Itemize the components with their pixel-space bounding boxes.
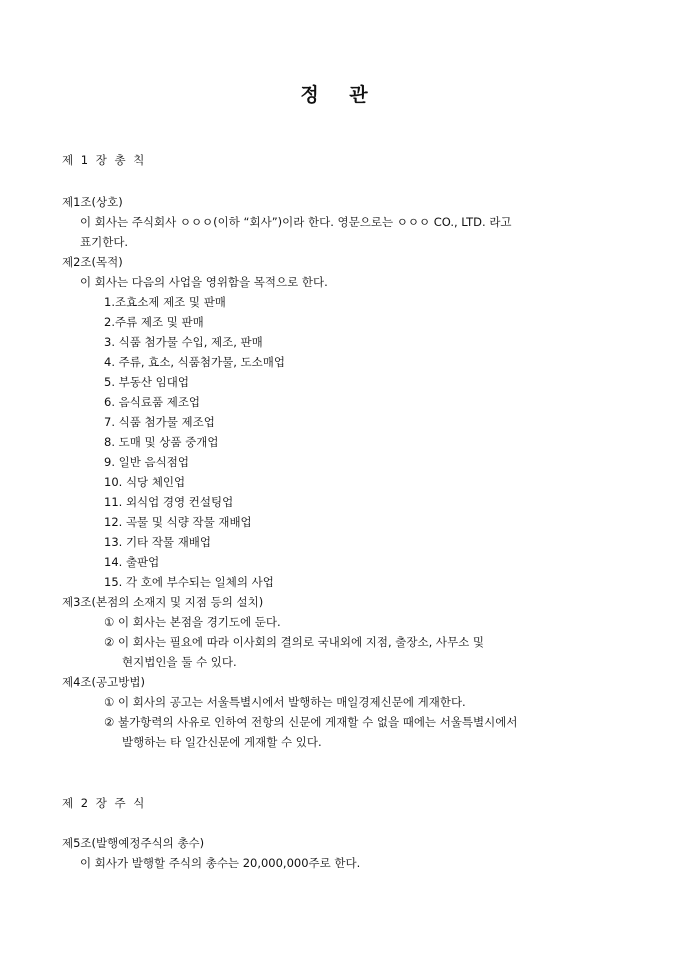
article-3-item-2-continued: 현지법인을 둘 수 있다. (122, 655, 237, 669)
purpose-item: 12. 곡물 및 식량 작물 재배업 (104, 515, 252, 529)
article-3-heading: 제3조(본점의 소재지 및 지점 등의 설치) (62, 595, 264, 609)
purpose-item: 7. 식품 첨가물 제조업 (104, 415, 215, 429)
purpose-item: 14. 출판업 (104, 555, 160, 569)
purpose-item: 11. 외식업 경영 컨설팅업 (104, 495, 234, 509)
purpose-item: 15. 각 호에 부수되는 일체의 사업 (104, 575, 274, 589)
article-1-heading: 제1조(상호) (62, 195, 123, 209)
chapter-2-heading: 제 2 장 주 식 (62, 796, 145, 810)
article-1-text-continued: 표기한다. (80, 235, 129, 249)
purpose-item: 13. 기타 작물 재배업 (104, 535, 212, 549)
chapter-1-heading: 제 1 장 총 칙 (62, 153, 145, 167)
article-5-heading: 제5조(발행예정주식의 총수) (62, 836, 205, 850)
purpose-item: 2.주류 제조 및 판매 (104, 315, 204, 329)
article-4-item-1: ① 이 회사의 공고는 서울특별시에서 발행하는 매일경제신문에 게재한다. (104, 695, 466, 709)
article-3-item-1: ① 이 회사는 본점을 경기도에 둔다. (104, 615, 281, 629)
purpose-item: 1.조효소제 제조 및 판매 (104, 295, 226, 309)
article-4-heading: 제4조(공고방법) (62, 675, 145, 689)
article-1-text: 이 회사는 주식회사 ㅇㅇㅇ(이하 “회사”)이라 한다. 영문으로는 ㅇㅇㅇ CO., LTD. 라고 (80, 215, 512, 229)
article-4-item-2-continued: 발행하는 타 일간신문에 게재할 수 있다. (122, 735, 322, 749)
article-2-heading: 제2조(목적) (62, 255, 123, 269)
purpose-item: 4. 주류, 효소, 식품첨가물, 도소매업 (104, 355, 285, 369)
document-title: 정 관 (300, 84, 380, 106)
purpose-item: 9. 일반 음식점업 (104, 455, 189, 469)
purpose-item: 6. 음식료품 제조업 (104, 395, 201, 409)
article-5-text: 이 회사가 발행할 주식의 총수는 20,000,000주로 한다. (80, 856, 361, 870)
article-4-item-2: ② 불가항력의 사유로 인하여 전항의 신문에 게재할 수 없을 때에는 서울특별시에서 (104, 715, 518, 729)
purpose-item: 5. 부동산 임대업 (104, 375, 189, 389)
article-2-intro: 이 회사는 다음의 사업을 영위함을 목적으로 한다. (80, 275, 328, 289)
purpose-item: 3. 식품 첨가물 수입, 제조, 판매 (104, 335, 263, 349)
purpose-item: 10. 식당 체인업 (104, 475, 186, 489)
article-3-item-2: ② 이 회사는 필요에 따라 이사회의 결의로 국내외에 지점, 출장소, 사무소 및 (104, 635, 484, 649)
purpose-item: 8. 도매 및 상품 중개업 (104, 435, 219, 449)
